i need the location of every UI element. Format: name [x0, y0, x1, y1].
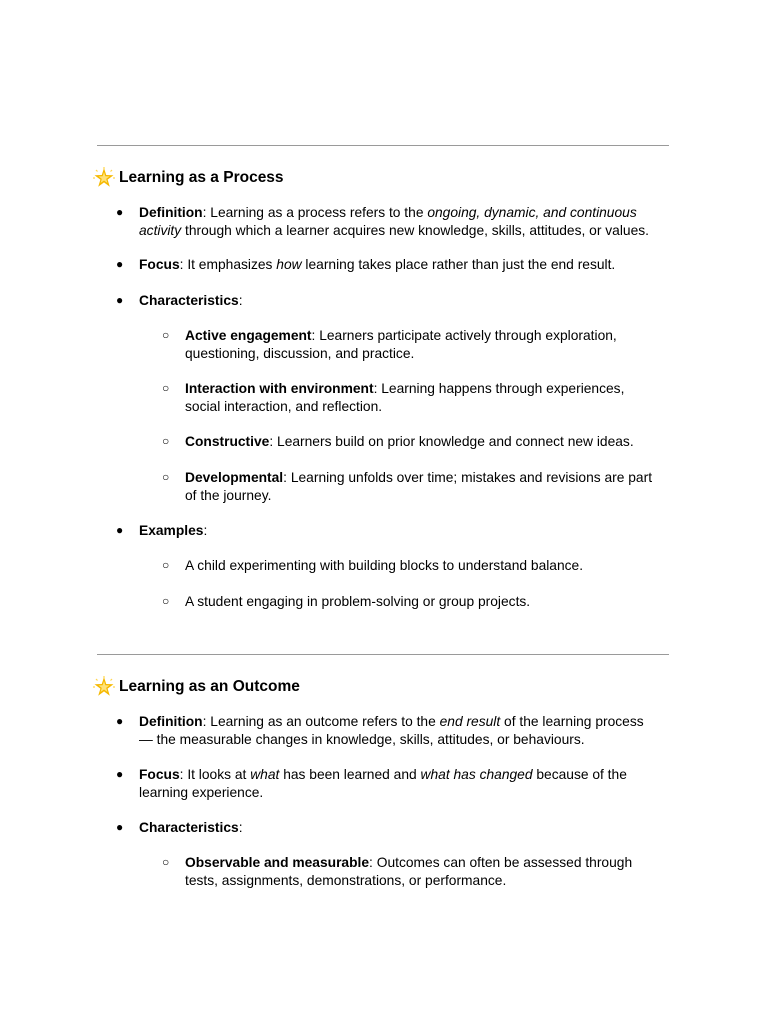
- sub-bullet: ○: [162, 328, 170, 342]
- sub-item-interaction: Interaction with environment: Learning happens through experiences, social interaction, and reflection.: [185, 381, 625, 414]
- list-item-definition: Definition: Learning as an outcome refers to the end result of the learning process — the measurable changes in knowledge, skills, attitudes, or behaviours.: [139, 714, 644, 747]
- sub-item-developmental: Developmental: Learning unfolds over time; mistakes and revisions are part of the journey.: [185, 470, 653, 503]
- horizontal-rule: [97, 145, 669, 146]
- horizontal-rule: [97, 654, 669, 655]
- list-item-focus: Focus: It looks at what has been learned and what has changed because of the learning experience.: [139, 767, 627, 800]
- bullet: ●: [116, 293, 124, 307]
- bullet: ●: [116, 820, 124, 834]
- bullet: ●: [116, 767, 124, 781]
- sub-item-constructive: Constructive: Learners build on prior knowledge and connect new ideas.: [185, 434, 634, 449]
- sub-item-active-engagement: Active engagement: Learners participate actively through exploration, questioning, discussion, and practice.: [185, 328, 617, 361]
- glowing-star-icon: [93, 676, 115, 698]
- sub-bullet: ○: [162, 558, 170, 572]
- sub-item-observable: Observable and measurable: Outcomes can often be assessed through tests, assignments, demonstrations, or performance.: [185, 855, 633, 888]
- section-heading: [93, 167, 284, 189]
- bullet: ●: [116, 523, 124, 537]
- list-item-characteristics: Characteristics:: [139, 820, 243, 835]
- sub-bullet: ○: [162, 434, 170, 448]
- sub-bullet: ○: [162, 594, 170, 608]
- list-item-focus: Focus: It emphasizes how learning takes place rather than just the end result.: [139, 257, 616, 272]
- list-item-examples: Examples:: [139, 523, 208, 538]
- list-item-definition: Definition: Learning as a process refers to the ongoing, dynamic, and continuous activity through which a learner acquires new knowledge, skills, attitudes, or values.: [139, 205, 649, 238]
- sub-bullet: ○: [162, 470, 170, 484]
- sub-item-example: A student engaging in problem-solving or group projects.: [185, 594, 531, 609]
- sub-bullet: ○: [162, 381, 170, 395]
- section-title: Learning as an Outcome: [119, 678, 300, 695]
- list-item-characteristics: Characteristics:: [139, 293, 243, 308]
- sub-item-example: A child experimenting with building blocks to understand balance.: [185, 558, 584, 573]
- glowing-star-icon: [93, 167, 115, 189]
- section-heading: [93, 676, 300, 698]
- sub-bullet: ○: [162, 855, 170, 869]
- section-title: Learning as a Process: [119, 169, 284, 186]
- bullet: ●: [116, 205, 124, 219]
- bullet: ●: [116, 257, 124, 271]
- bullet: ●: [116, 714, 124, 728]
